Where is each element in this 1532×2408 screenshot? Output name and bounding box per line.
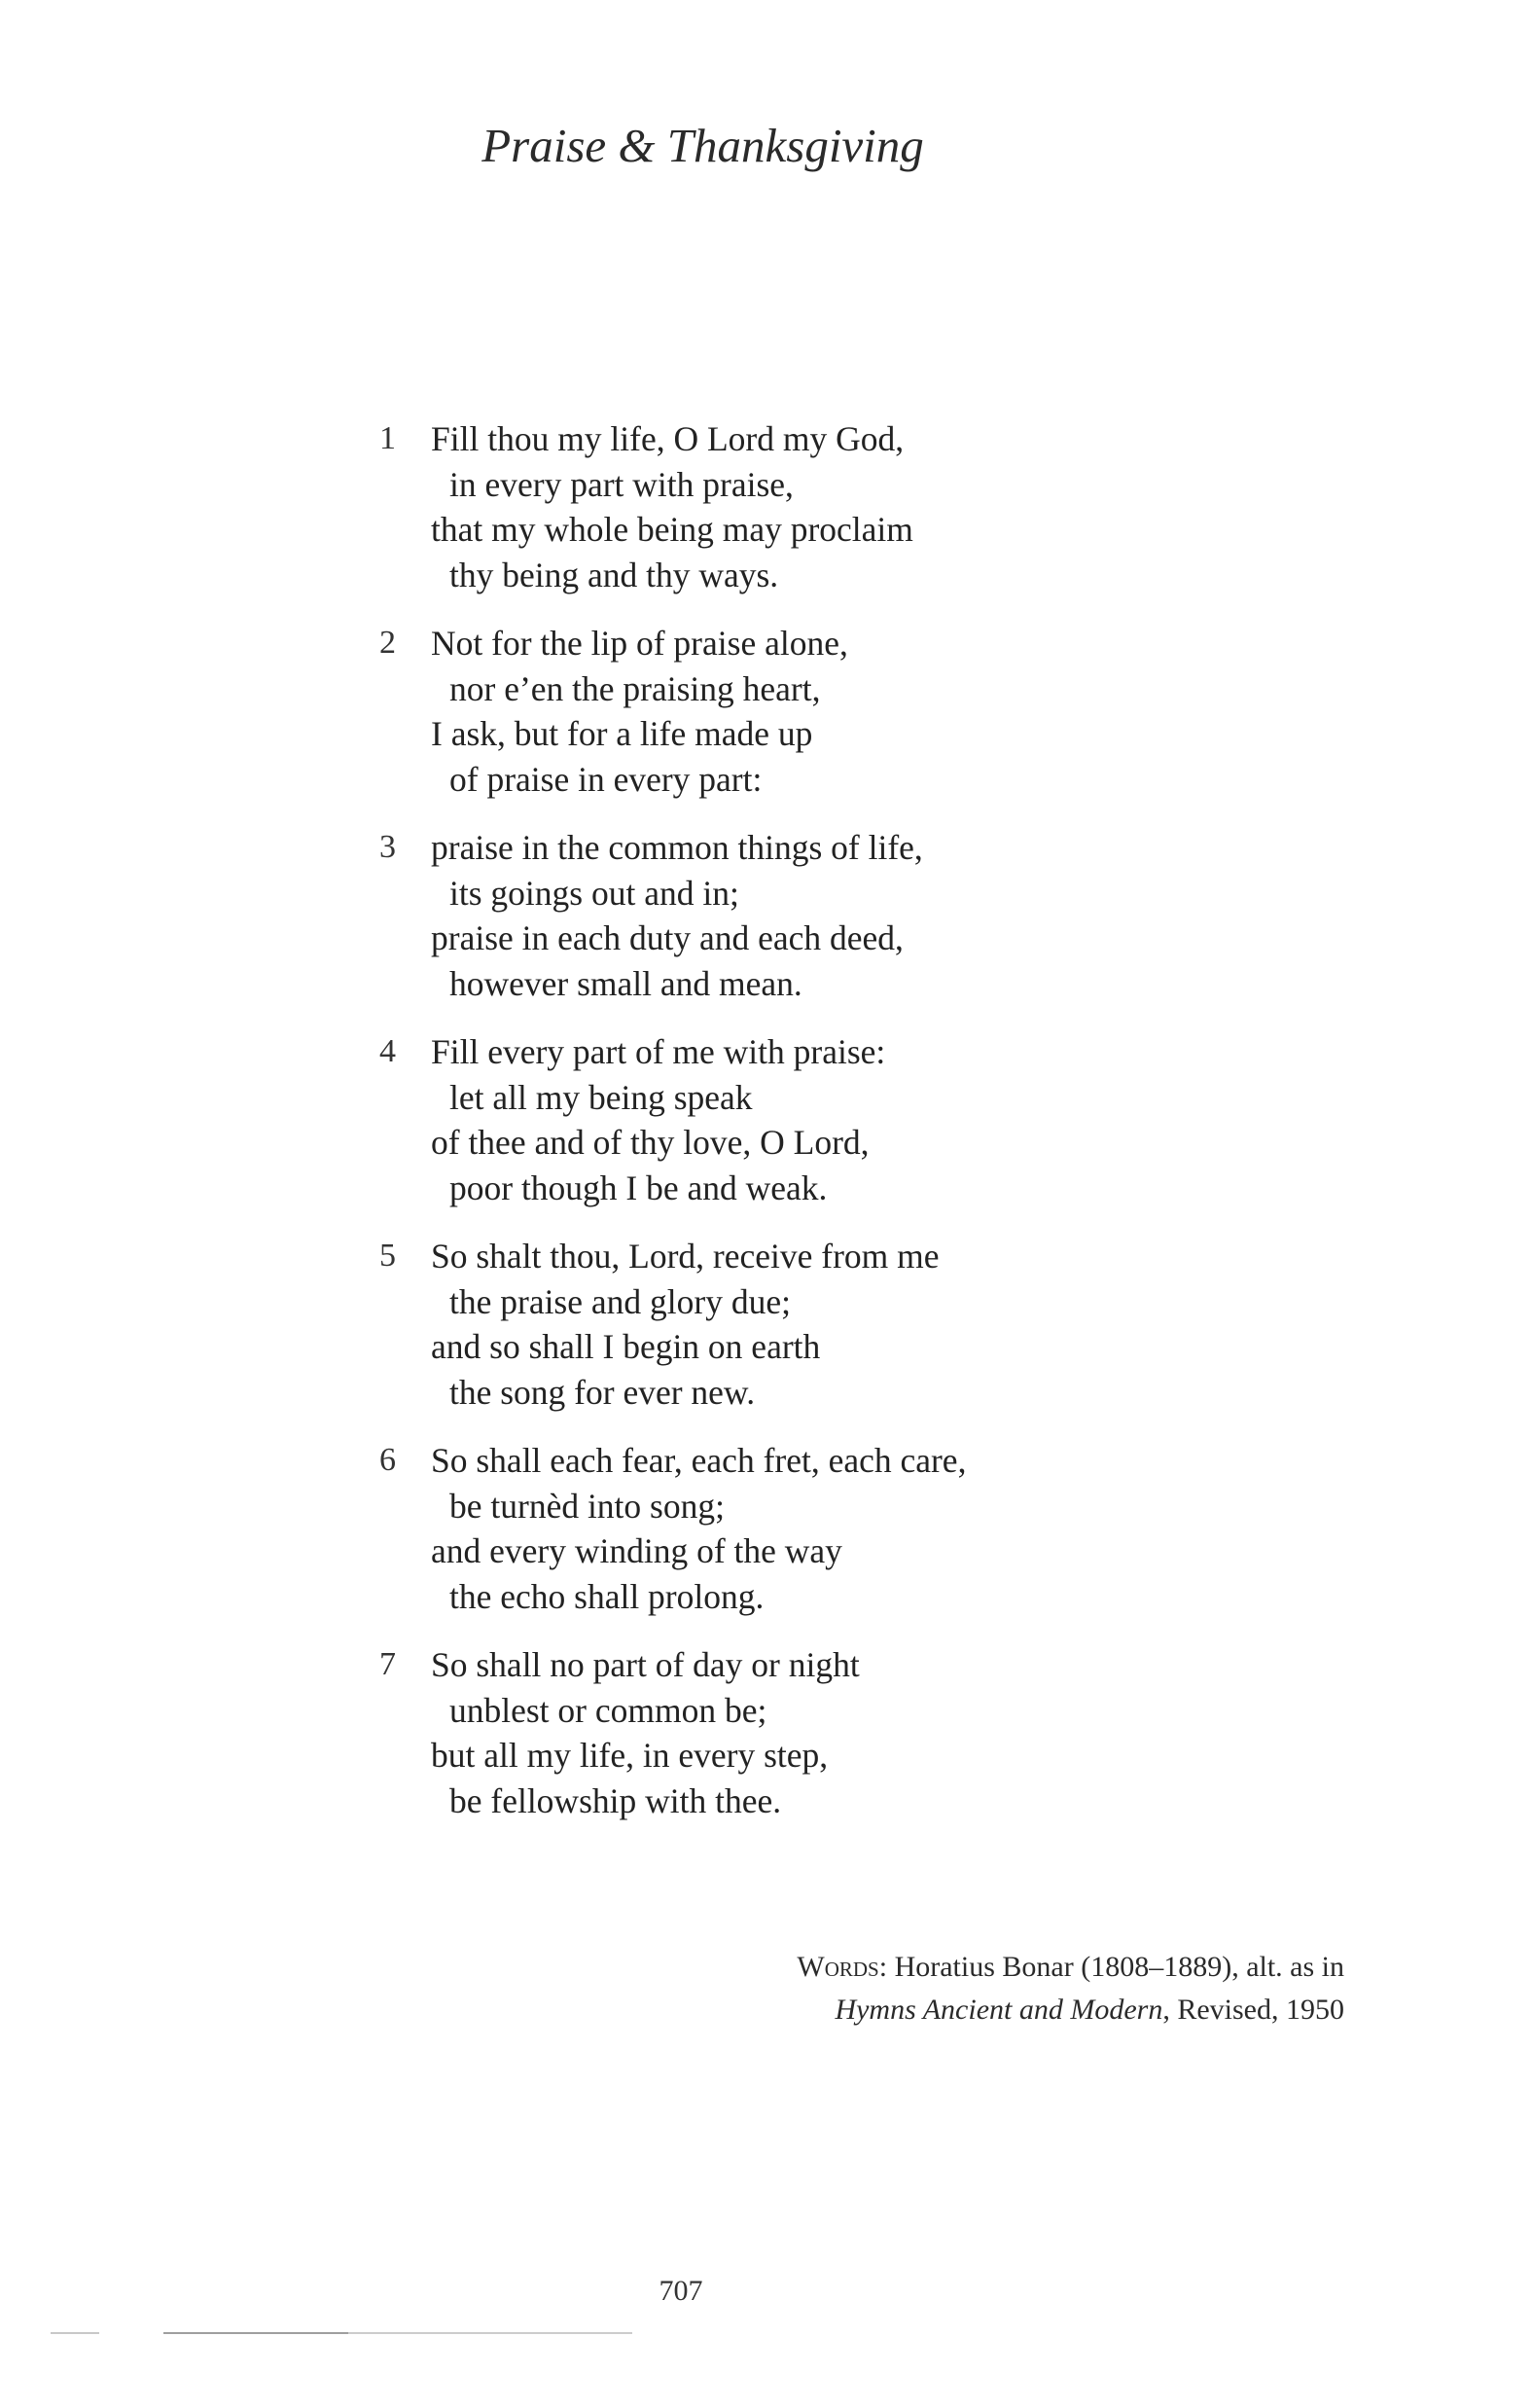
stanza-number: 3 xyxy=(379,829,396,865)
scan-artifact-line xyxy=(51,2332,99,2334)
words-label: Words xyxy=(797,1951,879,1983)
stanza xyxy=(370,621,1245,802)
hymn-line: let all my being speak xyxy=(449,1077,753,1117)
source-edition: , Revised, 1950 xyxy=(1162,1994,1344,2026)
scan-artifact-line xyxy=(163,2332,348,2334)
hymn-line: nor e’en the praising heart, xyxy=(449,668,821,708)
hymn-line: Fill thou my life, O Lord my God, xyxy=(431,419,905,458)
hymn-line: in every part with praise, xyxy=(449,464,794,504)
hymn-line: praise in each duty and each deed, xyxy=(431,918,904,957)
stanza-number: 7 xyxy=(379,1646,396,1682)
stanza-number: 2 xyxy=(379,625,396,661)
hymn-attribution xyxy=(797,1946,1344,2031)
stanza xyxy=(370,416,1245,597)
hymn-line: praise in the common things of life, xyxy=(431,828,923,867)
source-title: Hymns Ancient and Modern xyxy=(835,1994,1163,2026)
stanza xyxy=(370,1642,1245,1823)
stanza xyxy=(370,1438,1245,1619)
hymn-line: and so shall I begin on earth xyxy=(431,1327,821,1366)
hymn-line: and every winding of the way xyxy=(431,1531,842,1570)
stanza-number: 1 xyxy=(379,420,396,456)
stanza xyxy=(370,825,1245,1006)
stanza-number: 6 xyxy=(379,1442,396,1478)
hymn-line: its goings out and in; xyxy=(449,873,739,913)
hymn-line: but all my life, in every step, xyxy=(431,1736,829,1775)
hymn-line: unblest or common be; xyxy=(449,1690,767,1730)
stanza xyxy=(370,1234,1245,1415)
hymn-line: be fellowship with thee. xyxy=(449,1780,782,1820)
hymn-line: however small and mean. xyxy=(449,963,802,1003)
hymn-line: that my whole being may proclaim xyxy=(431,510,913,549)
hymn-line: of praise in every part: xyxy=(449,759,763,799)
hymn-line: the praise and glory due; xyxy=(449,1281,791,1321)
hymn-text xyxy=(370,416,1245,1847)
source-credit-line xyxy=(797,1989,1344,2031)
stanza-number: 5 xyxy=(379,1238,396,1274)
hymn-line: Not for the lip of praise alone, xyxy=(431,624,848,663)
hymn-line: Fill every part of me with praise: xyxy=(431,1032,886,1071)
hymn-line: So shall each fear, each fret, each care, xyxy=(431,1441,967,1480)
hymn-line: of thee and of thy love, O Lord, xyxy=(431,1123,870,1162)
page-title: Praise & Thanksgiving xyxy=(481,119,924,172)
hymn-line: the echo shall prolong. xyxy=(449,1576,765,1616)
hymn-line: thy being and thy ways. xyxy=(449,555,779,594)
hymn-line: be turnèd into song; xyxy=(449,1486,725,1526)
scan-artifact-line xyxy=(348,2332,632,2334)
stanza xyxy=(370,1029,1245,1210)
author-credit-line xyxy=(797,1946,1344,1989)
author-credit: Horatius Bonar (1808–1889), alt. as in xyxy=(894,1951,1344,1983)
hymn-line: the song for ever new. xyxy=(449,1372,756,1412)
attribution-separator: : xyxy=(878,1951,895,1983)
page-number: 707 xyxy=(659,2275,703,2307)
hymn-line: poor though I be and weak. xyxy=(449,1168,828,1207)
hymn-line: So shalt thou, Lord, receive from me xyxy=(431,1237,940,1276)
stanza-number: 4 xyxy=(379,1033,396,1069)
hymn-line: So shall no part of day or night xyxy=(431,1645,860,1684)
hymn-line: I ask, but for a life made up xyxy=(431,714,813,753)
